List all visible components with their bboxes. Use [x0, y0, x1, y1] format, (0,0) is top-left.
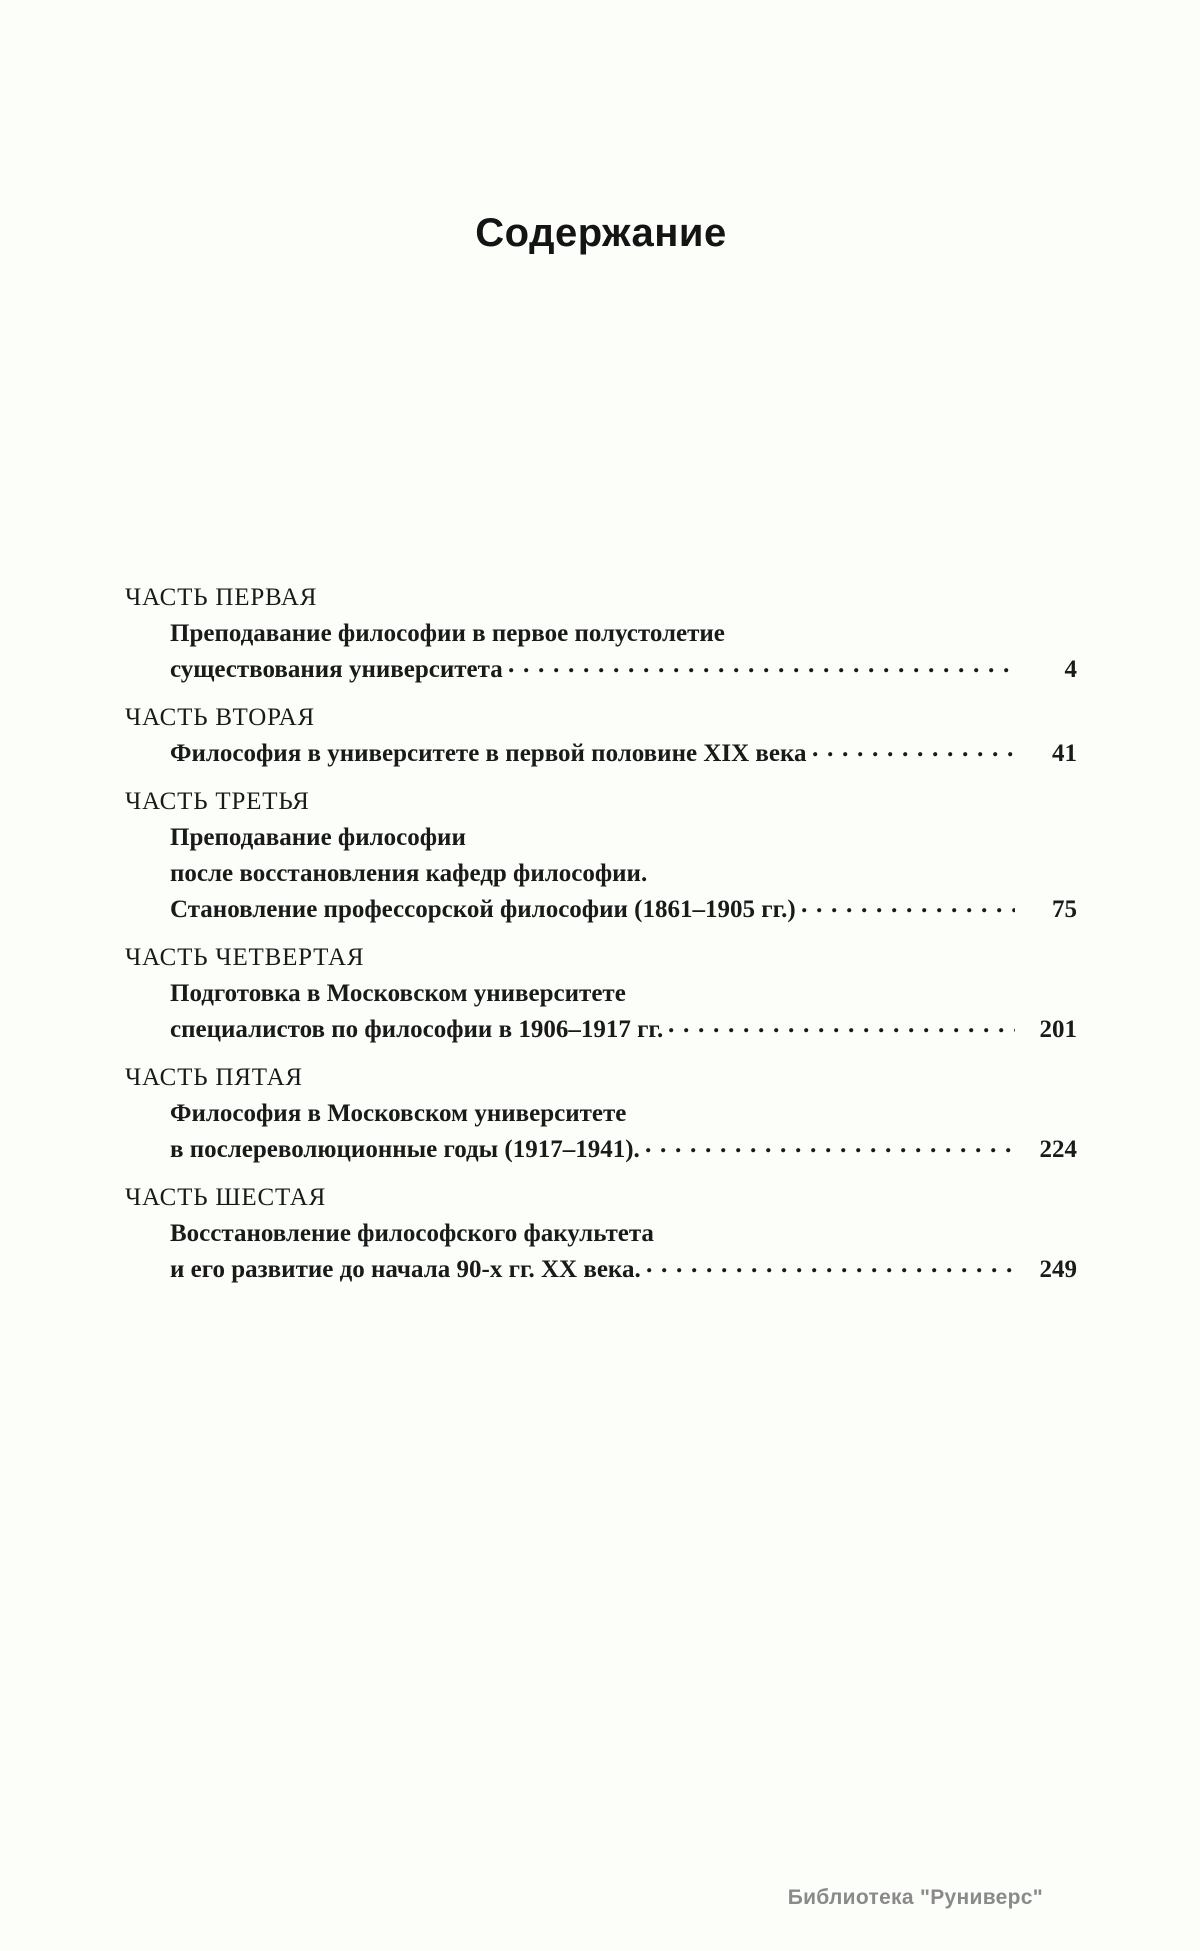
part-heading: ЧАСТЬ ПЕРВАЯ	[125, 584, 318, 611]
part-description-line: Подготовка в Московском университете	[170, 980, 626, 1007]
toc-entry	[125, 940, 1077, 1048]
part-description-leader-line	[125, 652, 1077, 688]
part-description-line: после восстановления кафедр философии.	[170, 860, 648, 887]
page-number: 75	[1052, 896, 1077, 923]
part-description-leader-line	[125, 1132, 1077, 1168]
part-description-leader-line	[125, 1252, 1077, 1288]
part-heading: ЧАСТЬ ПЯТАЯ	[125, 1064, 303, 1091]
part-description-line: Восстановление философского факультета	[170, 1220, 654, 1247]
part-description-text: в послереволюционные годы (1917–1941).	[170, 1136, 640, 1163]
toc-entry	[125, 784, 1077, 928]
part-description-text: Философия в университете в первой половине XIX века	[170, 740, 807, 767]
page-number: 41	[1052, 740, 1077, 767]
toc-entry	[125, 700, 1077, 772]
part-description-text: Становление профессорской философии (1861–1905 гг.)	[170, 896, 796, 923]
table-of-contents	[125, 580, 1077, 1288]
part-description-leader-line	[125, 1012, 1077, 1048]
part-description-line: Преподавание философии в первое полустолетие	[170, 620, 725, 647]
part-description-text: специалистов по философии в 1906–1917 гг.	[170, 1016, 664, 1043]
library-watermark: Библиотека "Руниверс"	[787, 1886, 1043, 1909]
toc-entry	[125, 1180, 1077, 1288]
part-description-leader-line	[125, 736, 1077, 772]
page-number: 224	[1039, 1136, 1077, 1163]
page-number: 201	[1039, 1016, 1077, 1043]
part-heading: ЧАСТЬ ЧЕТВЕРТАЯ	[125, 944, 365, 971]
part-heading: ЧАСТЬ ШЕСТАЯ	[125, 1184, 327, 1211]
part-heading: ЧАСТЬ ТРЕТЬЯ	[125, 788, 310, 815]
page-number: 4	[1064, 656, 1077, 683]
toc-entry	[125, 580, 1077, 688]
toc-entry	[125, 1060, 1077, 1168]
part-description-text: существования университета	[170, 656, 503, 683]
part-description-leader-line	[125, 892, 1077, 928]
page-number: 249	[1039, 1256, 1077, 1283]
part-heading: ЧАСТЬ ВТОРАЯ	[125, 704, 315, 731]
part-description-text: и его развитие до начала 90-х гг. XX века.	[170, 1256, 641, 1283]
page-title: Содержание	[475, 211, 727, 255]
part-description-line: Философия в Московском университете	[170, 1100, 627, 1127]
part-description-line: Преподавание философии	[170, 824, 466, 851]
